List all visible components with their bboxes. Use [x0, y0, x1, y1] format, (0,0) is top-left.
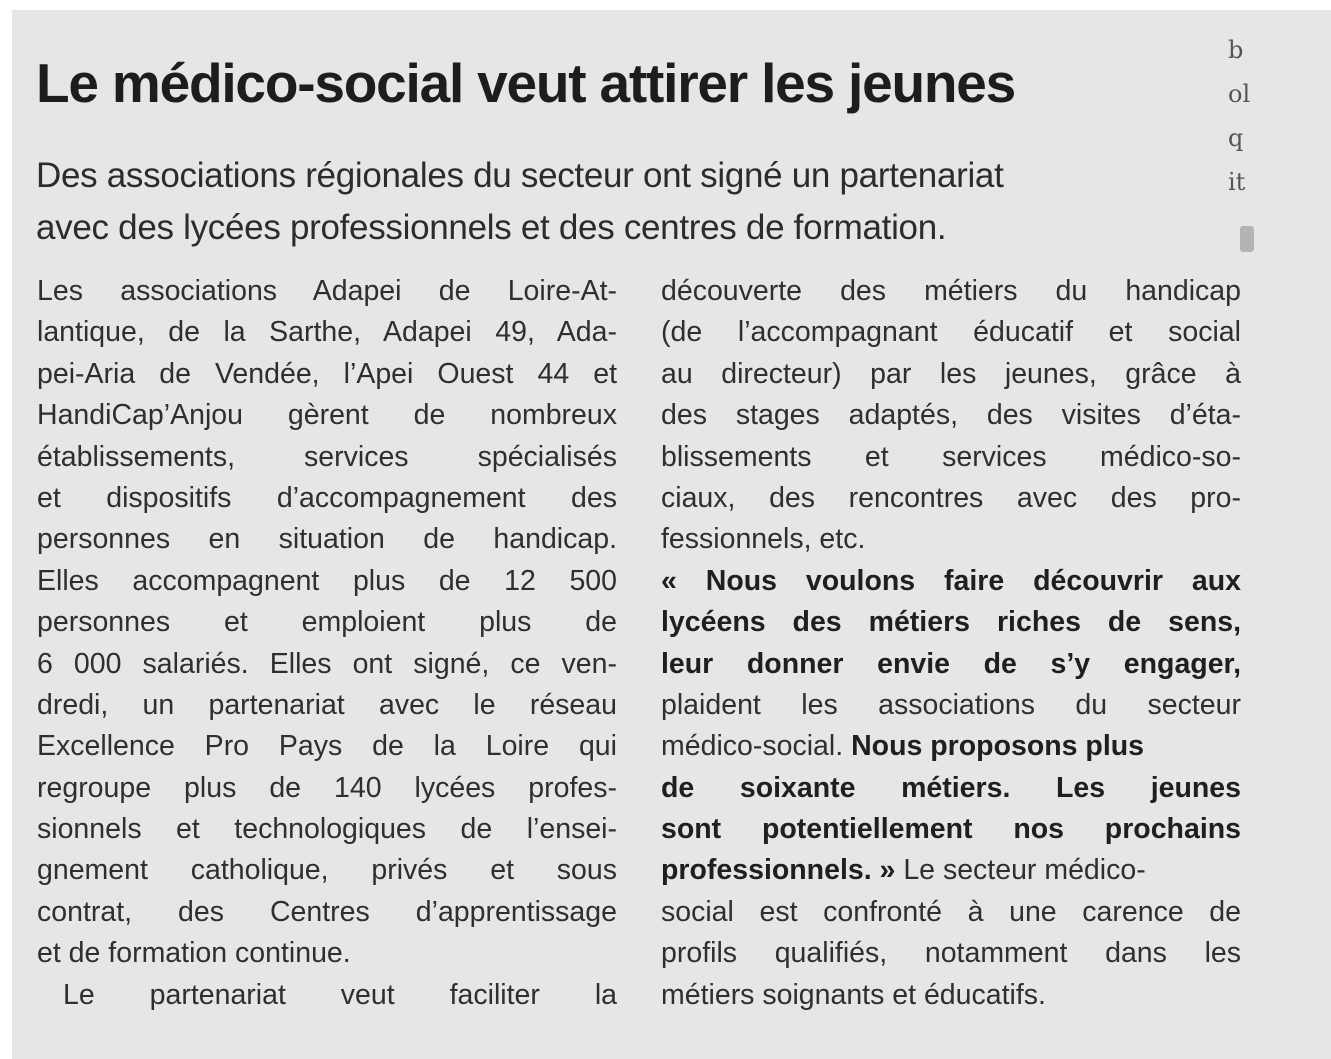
text-line: (de l’accompagnant éducatif et social: [661, 316, 1241, 349]
text-line: ciaux, des rencontres avec des pro-: [661, 481, 1241, 514]
headline: Le médico-social veut attirer les jeunes: [36, 52, 1016, 114]
text-line: contrat, des Centres d’apprentissage: [37, 895, 617, 928]
edge-fragment: q: [1228, 124, 1244, 152]
text-line: Elles accompagnent plus de 12 500: [37, 564, 617, 597]
text-line: gnement catholique, privés et sous: [37, 854, 617, 887]
text-line: au directeur) par les jeunes, grâce à: [661, 357, 1241, 390]
text-segment: médico-social.: [661, 730, 844, 763]
article-column-right: [661, 271, 1241, 1016]
standfirst-line: avec des lycées professionnels et des centres de formation.: [36, 208, 947, 247]
quote-segment: professionnels. »: [661, 854, 896, 887]
standfirst-line: Des associations régionales du secteur ont signé un partenariat: [36, 156, 1004, 195]
edge-fragment: it: [1228, 168, 1246, 196]
text-line: fessionnels, etc.: [661, 523, 866, 556]
text-line: dredi, un partenariat avec le réseau: [37, 688, 617, 721]
text-line: profils qualifiés, notamment dans les: [661, 937, 1241, 970]
text-line: pei-Aria de Vendée, l’Apei Ouest 44 et: [37, 357, 617, 390]
text-line: HandiCap’Anjou gèrent de nombreux: [37, 399, 617, 432]
text-line: personnes et emploient plus de: [37, 606, 617, 639]
text-line: 6 000 salariés. Elles ont signé, ce ven-: [37, 647, 617, 680]
text-line: blissements et services médico-so-: [661, 440, 1241, 473]
text-line: regroupe plus de 140 lycées profes-: [37, 771, 617, 804]
text-line: et de formation continue.: [37, 937, 351, 970]
mixed-line: [661, 850, 1241, 891]
text-line: et dispositifs d’accompagnement des: [37, 481, 617, 514]
text-line: établissements, services spécialisés: [37, 440, 617, 473]
text-line: métiers soignants et éducatifs.: [661, 978, 1046, 1011]
quote-line: lycéens des métiers riches de sens,: [661, 606, 1241, 639]
text-line: lantique, de la Sarthe, Adapei 49, Ada-: [37, 316, 617, 349]
adjacent-article-fragment: [1228, 28, 1268, 204]
text-line: personnes en situation de handicap.: [37, 523, 617, 556]
text-line: sionnels et technologiques de l’ensei-: [37, 813, 617, 846]
print-smudge: [1240, 226, 1254, 252]
text-line: social est confronté à une carence de: [661, 895, 1241, 928]
quote-line: « Nous voulons faire découvrir aux: [661, 564, 1241, 597]
edge-fragment: ol: [1228, 80, 1251, 108]
text-segment: Le secteur médico-: [903, 854, 1146, 887]
quote-line: de soixante métiers. Les jeunes: [661, 771, 1241, 804]
quote-line: sont potentiellement nos prochains: [661, 813, 1241, 846]
text-line: découverte des métiers du handicap: [661, 275, 1241, 307]
text-line: des stages adaptés, des visites d’éta-: [661, 399, 1241, 432]
text-line: Les associations Adapei de Loire-At-: [37, 275, 617, 307]
text-line: Le partenariat veut faciliter la: [63, 978, 617, 1011]
text-line: plaident les associations du secteur: [661, 688, 1241, 721]
article-column-left: [37, 271, 617, 1016]
quote-segment: Nous proposons plus: [851, 730, 1144, 763]
standfirst: [36, 150, 1196, 254]
quote-line: leur donner envie de s’y engager,: [661, 647, 1241, 680]
edge-fragment: b: [1228, 36, 1244, 64]
text-line: Excellence Pro Pays de la Loire qui: [37, 730, 617, 763]
mixed-line: [661, 726, 1241, 767]
